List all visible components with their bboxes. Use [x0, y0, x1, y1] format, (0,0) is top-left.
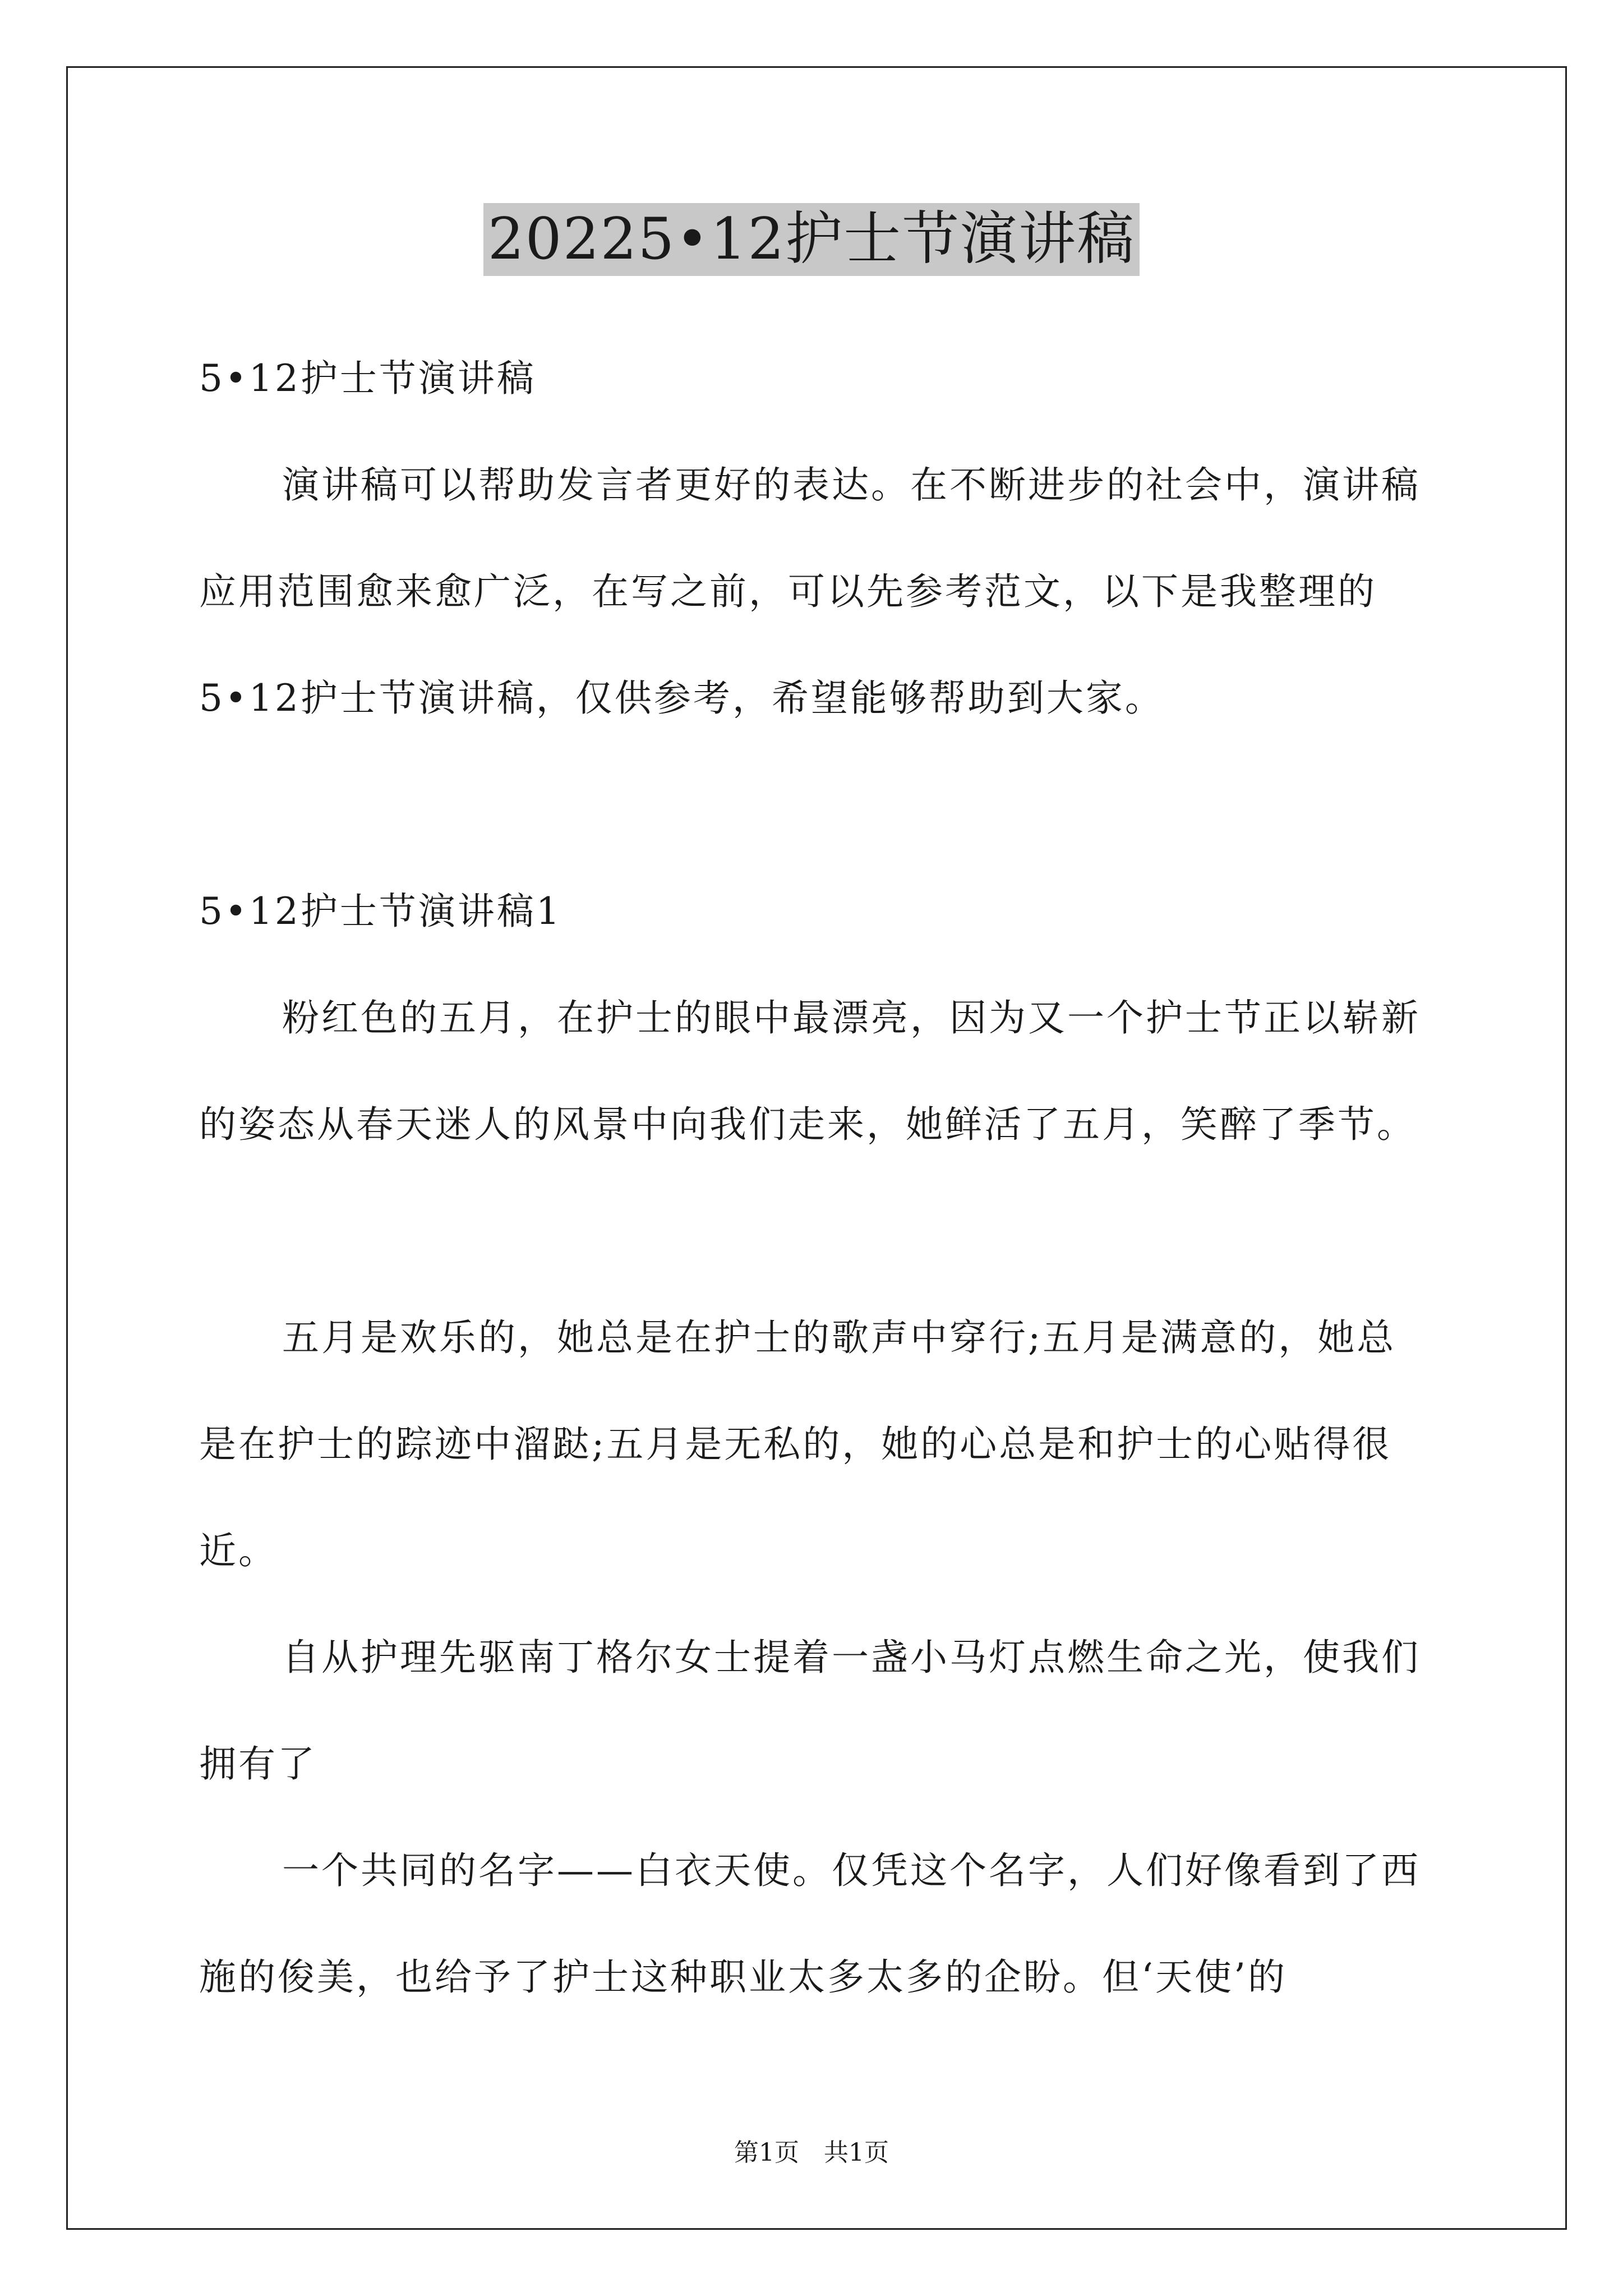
- body-paragraph: 一个共同的名字——白衣天使。仅凭这个名字，人们好像看到了西施的俊美，也给予了护士这种职业太多太多的企盼。但‘天使’的: [199, 1849, 1421, 1999]
- title-container: [0, 203, 1623, 276]
- subtitle: 5•12护士节演讲稿: [199, 357, 536, 400]
- document-title: 20225•12护士节演讲稿: [483, 203, 1140, 276]
- body-paragraph: 自从护理先驱南丁格尔女士提着一盏小马灯点燃生命之光，使我们拥有了: [199, 1636, 1421, 1786]
- body-paragraph: 五月是欢乐的，她总是在护士的歌声中穿行;五月是满意的，她总是在护士的踪迹中溜跶;五月是无私的，她的心总是和护士的心贴得很近。: [199, 1316, 1396, 1572]
- section-heading: 5•12护士节演讲稿1: [199, 890, 562, 933]
- body-paragraph: 粉红色的五月，在护士的眼中最漂亮，因为又一个护士节正以崭新的姿态从春天迷人的风景中向我们走来，她鲜活了五月，笑醉了季节。: [199, 996, 1421, 1146]
- intro-paragraph: 演讲稿可以帮助发言者更好的表达。在不断进步的社会中，演讲稿应用范围愈来愈广泛，在写之前，可以先参考范文，以下是我整理的5•12护士节演讲稿，仅供参考，希望能够帮助到大家。: [199, 463, 1421, 720]
- page-footer: 第1页 共1页: [734, 2138, 889, 2167]
